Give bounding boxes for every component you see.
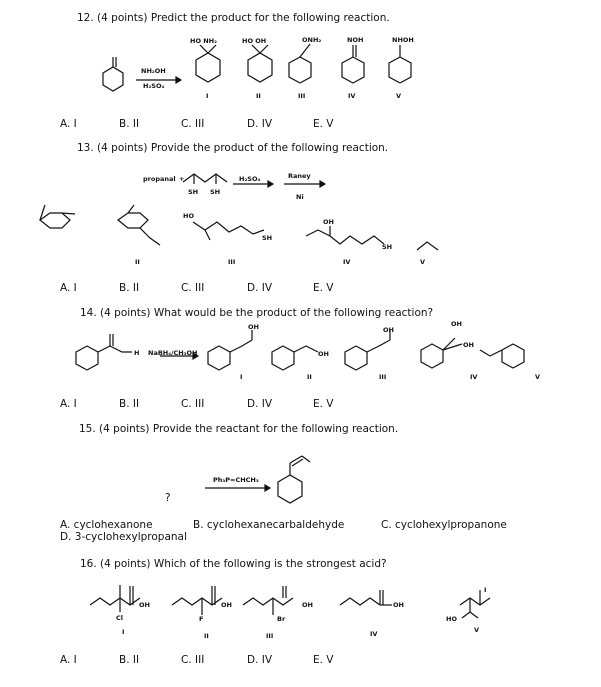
q16-roman-4: IV	[370, 630, 378, 638]
q14-roman-4: IV	[470, 373, 478, 381]
q13-reagent-2-top: Raney	[288, 172, 311, 180]
q14-roman-3: III	[379, 373, 387, 381]
q14-choice-e[interactable]: E. V	[313, 398, 334, 410]
q16-ho: HO	[446, 615, 457, 623]
q13-choice-c[interactable]: C. III	[181, 282, 205, 294]
q16-roman-3: III	[266, 632, 274, 640]
q16-f: F	[199, 615, 204, 623]
question-14-prompt: 14. (4 points) What would be the product of the following reaction?	[80, 307, 434, 319]
q12-roman-2: II	[256, 92, 261, 100]
q14-h: H	[134, 349, 140, 357]
q12-choice-b[interactable]: B. II	[119, 118, 140, 130]
q12-label-4: NOH	[347, 36, 364, 44]
q12-label-1: HO NH₂	[190, 37, 217, 45]
q16-br: Br	[277, 615, 286, 623]
q12-choice-a[interactable]: A. I	[60, 118, 77, 130]
q13-choice-a[interactable]: A. I	[60, 282, 77, 294]
q13-label-oh: OH	[323, 218, 334, 226]
q16-oh-2: OH	[221, 601, 232, 609]
q13-choice-b[interactable]: B. II	[119, 282, 140, 294]
q12-roman-1: I	[206, 92, 209, 100]
q13-label-sh-3: SH	[262, 234, 273, 242]
q16-roman-5: V	[474, 626, 480, 634]
q15-choice-c[interactable]: C. cyclohexylpropanone	[381, 519, 507, 531]
q12-reagent-bottom: H₂SO₄	[143, 82, 165, 90]
q16-roman-2: II	[204, 632, 209, 640]
q13-reagent-2-bottom: Ni	[296, 193, 304, 201]
q15-unknown: ?	[165, 492, 171, 504]
q14-roman-2: II	[307, 373, 312, 381]
q14-roman-5: V	[535, 373, 541, 381]
q13-roman-5: V	[420, 258, 426, 266]
q14-reagent: NaBH₄/CH₃OH	[148, 349, 198, 357]
q13-choice-e[interactable]: E. V	[313, 282, 334, 294]
q15-reagent: Ph₃P=CHCH₃	[213, 476, 259, 484]
q16-choice-d[interactable]: D. IV	[247, 654, 273, 666]
q16-oh-3: OH	[302, 601, 313, 609]
q16-oh-1: OH	[139, 601, 150, 609]
q14-choice-a[interactable]: A. I	[60, 398, 77, 410]
q16-i: I	[484, 586, 487, 594]
q16-choice-a[interactable]: A. I	[60, 654, 77, 666]
q13-roman-2: II	[135, 258, 140, 266]
question-15-prompt: 15. (4 points) Provide the reactant for the following reaction.	[79, 423, 399, 435]
q12-choice-e[interactable]: E. V	[313, 118, 334, 130]
q16-choice-b[interactable]: B. II	[119, 654, 140, 666]
q12-roman-3: III	[298, 92, 306, 100]
q14-choice-c[interactable]: C. III	[181, 398, 205, 410]
q16-cl: Cl	[116, 614, 123, 622]
q12-label-3: ONH₂	[302, 36, 322, 44]
q13-reactant-propanal: propanal	[143, 175, 176, 183]
q15-choice-a[interactable]: A. cyclohexanone	[60, 519, 153, 531]
q13-sh-2: SH	[210, 188, 221, 196]
q16-oh-4: OH	[393, 601, 404, 609]
q14-oh-5: OH	[463, 341, 474, 349]
q12-reagent-top: NH₂OH	[141, 67, 166, 75]
q14-oh-3: OH	[383, 326, 394, 334]
q12-roman-5: V	[396, 92, 402, 100]
q14-oh-1: OH	[248, 323, 259, 331]
q13-label-ho: HO	[183, 212, 194, 220]
q13-plus: +	[179, 175, 185, 183]
q14-oh-2: OH	[318, 350, 329, 358]
q14-oh-4: OH	[451, 320, 462, 328]
q13-roman-4: IV	[343, 258, 351, 266]
q16-choice-c[interactable]: C. III	[181, 654, 205, 666]
q13-choice-d[interactable]: D. IV	[247, 282, 273, 294]
q16-choice-e[interactable]: E. V	[313, 654, 334, 666]
q14-choice-b[interactable]: B. II	[119, 398, 140, 410]
question-16-prompt: 16. (4 points) Which of the following is the strongest acid?	[80, 558, 387, 570]
q13-roman-3: III	[228, 258, 236, 266]
q15-choice-b[interactable]: B. cyclohexanecarbaldehyde	[193, 519, 345, 531]
question-12-prompt: 12. (4 points) Predict the product for the following reaction.	[77, 12, 390, 24]
q15-choice-d[interactable]: D. 3-cyclohexylpropanal	[60, 531, 187, 543]
q12-choice-c[interactable]: C. III	[181, 118, 205, 130]
q12-label-2: HO OH	[242, 37, 267, 45]
q13-label-sh-4: SH	[382, 243, 393, 251]
q12-label-5: NHOH	[392, 36, 414, 44]
q12-roman-4: IV	[348, 92, 356, 100]
q12-choice-d[interactable]: D. IV	[247, 118, 273, 130]
q14-roman-1: I	[240, 373, 243, 381]
q14-choice-d[interactable]: D. IV	[247, 398, 273, 410]
q13-reagent-1: H₂SO₄	[239, 175, 261, 183]
question-13-prompt: 13. (4 points) Provide the product of the following reaction.	[77, 142, 389, 154]
q16-roman-1: I	[122, 628, 125, 636]
q13-sh-1: SH	[188, 188, 199, 196]
